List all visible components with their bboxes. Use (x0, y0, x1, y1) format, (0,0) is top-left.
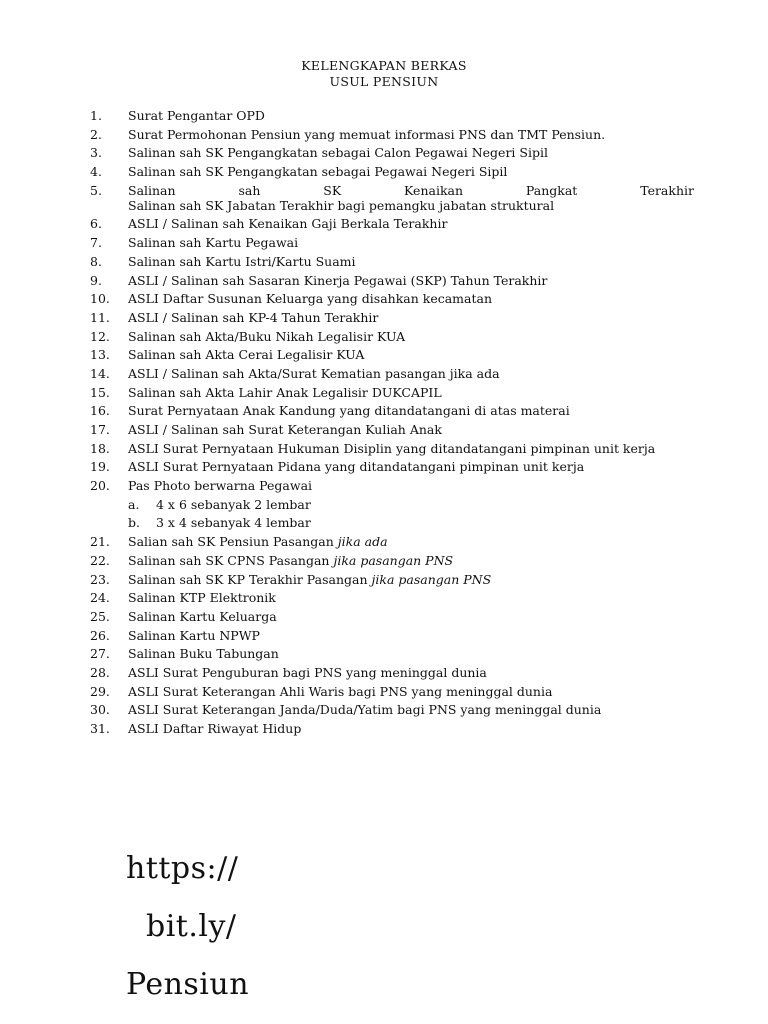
list-item: 3. Salinan sah SK Pengangkatan sebagai Calon Pegawai Negeri Sipil (90, 145, 548, 161)
list-item: 28. ASLI Surat Penguburan bagi PNS yang meninggal dunia (90, 664, 487, 680)
list-item: 17. ASLI / Salinan sah Surat Keterangan Kuliah Anak (90, 422, 442, 437)
list-item: 27. Salinan Buku Tabungan (90, 646, 279, 662)
title-line-1: KELENGKAPAN BERKAS (301, 58, 467, 73)
sub-item: b. 3 x 4 sebanyak 4 lembar (128, 515, 311, 531)
list-item: 5. Salinan sah SK Kenaikan Pangkat Terakhir Salinan sah SK Jabatan Terakhir bagi pemangku jabatan struktural (90, 182, 694, 213)
list-item: 18. ASLI Surat Pernyataan Hukuman Disiplin yang ditandatangani pimpinan unit kerja (90, 440, 656, 456)
list-item: 29. ASLI Surat Keterangan Ahli Waris bagi PNS yang meninggal dunia (90, 683, 553, 699)
list-item: 10. ASLI Daftar Susunan Keluarga yang disahkan kecamatan (90, 291, 493, 307)
link-line-3[interactable]: Pensiun (126, 967, 250, 1002)
list-item: 21. Salian sah SK Pensiun Pasangan jika ada (90, 534, 388, 550)
list-item: 15. Salinan sah Akta Lahir Anak Legalisir DUKCAPIL (90, 384, 442, 400)
list-item: 14. ASLI / Salinan sah Akta/Surat Kematian pasangan jika ada (90, 365, 500, 381)
list-item: 1. Surat Pengantar OPD (90, 108, 265, 123)
list-item: 9. ASLI / Salinan sah Sasaran Kinerja Pegawai (SKP) Tahun Terakhir (90, 272, 548, 288)
list-item: 7. Salinan sah Kartu Pegawai (90, 235, 299, 251)
sub-item: a. 4 x 6 sebanyak 2 lembar (128, 496, 311, 512)
list-item: 31. ASLI Daftar Riwayat Hidup (90, 721, 302, 736)
requirements-list (88, 108, 694, 740)
link-line-2[interactable]: bit.ly/ (146, 909, 237, 944)
list-item: 12. Salinan sah Akta/Buku Nikah Legalisir KUA (90, 328, 406, 344)
list-item: 25. Salinan Kartu Keluarga (90, 608, 277, 624)
link-line-1[interactable]: https:// (126, 851, 239, 886)
list-item: 26. Salinan Kartu NPWP (90, 627, 260, 643)
list-item: 8. Salinan sah Kartu Istri/Kartu Suami (90, 253, 356, 269)
list-item: 16. Surat Pernyataan Anak Kandung yang ditandatangani di atas materai (90, 403, 570, 419)
list-item: 2. Surat Permohonan Pensiun yang memuat informasi PNS dan TMT Pensiun. (90, 126, 606, 142)
list-item: 20. Pas Photo berwarna Pegawai (90, 478, 313, 494)
list-item: 6. ASLI / Salinan sah Kenaikan Gaji Berkala Terakhir (90, 216, 448, 232)
list-item: 11. ASLI / Salinan sah KP-4 Tahun Terakhir (90, 309, 379, 325)
list-item: 19. ASLI Surat Pernyataan Pidana yang ditandatangani pimpinan unit kerja (90, 459, 585, 475)
list-item: 13. Salinan sah Akta Cerai Legalisir KUA (90, 347, 365, 363)
list-item: 30. ASLI Surat Keterangan Janda/Duda/Yatim bagi PNS yang meninggal dunia (90, 702, 602, 718)
list-item: 24. Salinan KTP Elektronik (90, 590, 276, 606)
list-item: 23. Salinan sah SK KP Terakhir Pasangan jika pasangan PNS (90, 571, 492, 587)
list-item: 22. Salinan sah SK CPNS Pasangan jika pasangan PNS (90, 552, 454, 568)
document-title (0, 58, 768, 90)
title-line-2: USUL PENSIUN (329, 74, 439, 89)
list-item: 4. Salinan sah SK Pengangkatan sebagai Pegawai Negeri Sipil (90, 164, 508, 180)
